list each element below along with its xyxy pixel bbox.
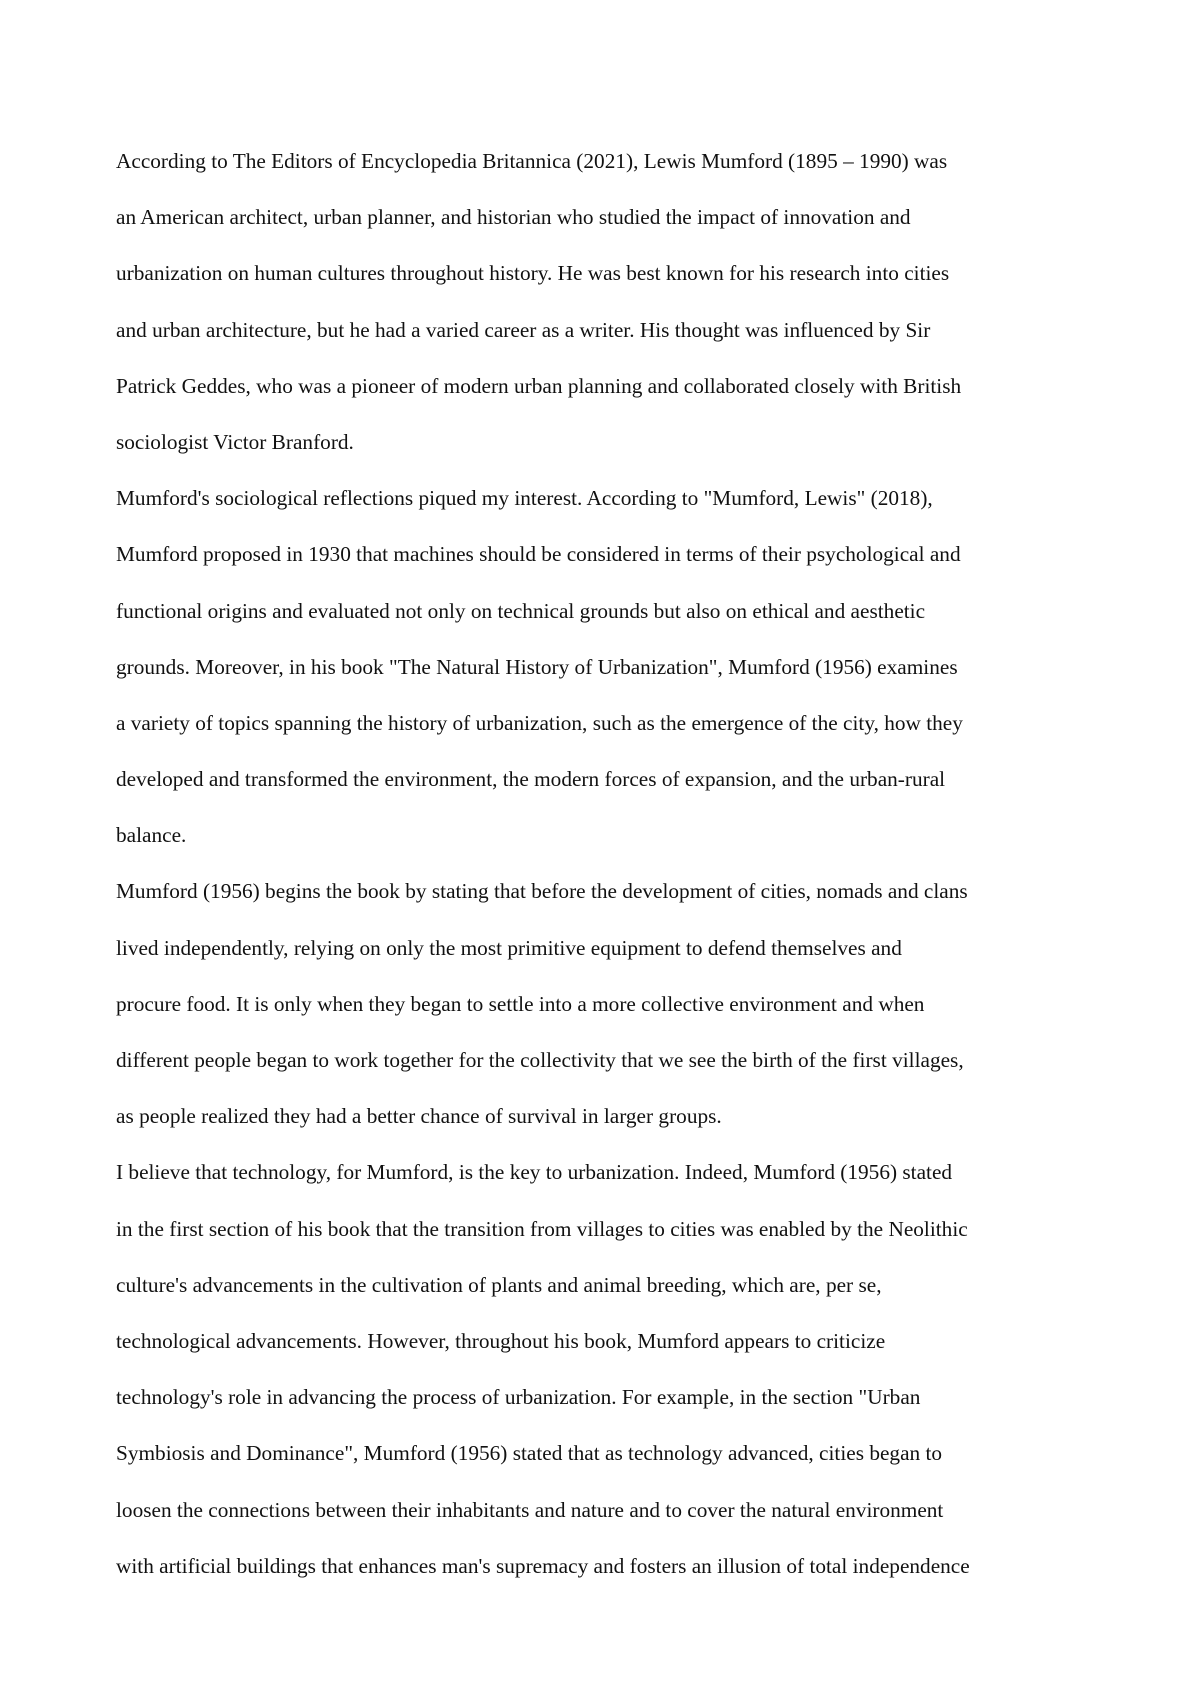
text-line: with artificial buildings that enhances man's supremacy and fosters an illusion of total independence [116,1553,970,1578]
text-line: According to The Editors of Encyclopedia Britannica (2021), Lewis Mumford (1895 – 1990) was [116,149,948,173]
text-line: different people began to work together for the collectivity that we see the birth of the first villages, [116,1048,964,1072]
text-line: an American architect, urban planner, and historian who studied the impact of innovation and [116,205,911,230]
text-line: I believe that technology, for Mumford, is the key to urbanization. Indeed, Mumford (1956) stated [116,1160,953,1185]
text-line: lived independently, relying on only the most primitive equipment to defend themselves and [116,935,902,960]
text-line: technology's role in advancing the process of urbanization. For example, in the section "Urban [116,1385,921,1410]
paragraph-4 [116,1144,1096,1594]
text-line: Mumford (1956) begins the book by stating that before the development of cities, nomads and clans [116,879,968,904]
text-line: balance. [116,823,187,848]
text-line: procure food. It is only when they began to settle into a more collective environment and when [116,991,925,1016]
text-line: Mumford's sociological reflections piqued my interest. According to "Mumford, Lewis" (2018), [116,486,933,511]
text-line: Symbiosis and Dominance", Mumford (1956) stated that as technology advanced, cities began to [116,1441,943,1466]
text-line: and urban architecture, but he had a varied career as a writer. His thought was influenced by Sir [116,317,931,342]
text-line: sociologist Victor Branford. [116,429,354,454]
text-line: loosen the connections between their inhabitants and nature and to cover the natural environment [116,1497,944,1522]
paragraph-3 [116,863,1096,1144]
text-line: as people realized they had a better chance of survival in larger groups. [116,1104,722,1129]
paragraph-1 [116,133,1096,470]
text-line: developed and transformed the environment, the modern forces of expansion, and the urban-rural [116,767,946,792]
text-line: grounds. Moreover, in his book "The Natural History of Urbanization", Mumford (1956) examines [116,654,958,679]
text-line: technological advancements. However, throughout his book, Mumford appears to criticize [116,1328,886,1353]
text-line: functional origins and evaluated not only on technical grounds but also on ethical and aesthetic [116,598,926,623]
text-line: Mumford proposed in 1930 that machines should be considered in terms of their psychological and [116,542,961,567]
text-line: a variety of topics spanning the history of urbanization, such as the emergence of the city, how they [116,710,963,735]
text-line: Patrick Geddes, who was a pioneer of modern urban planning and collaborated closely with British [116,373,962,398]
paragraph-2 [116,470,1096,863]
text-line: in the first section of his book that the transition from villages to cities was enabled by the Neolithic [116,1216,968,1241]
text-line: culture's advancements in the cultivation of plants and animal breeding, which are, per se, [116,1272,882,1297]
document-body [116,133,1096,1594]
text-line: urbanization on human cultures throughout history. He was best known for his research into cities [116,261,950,286]
